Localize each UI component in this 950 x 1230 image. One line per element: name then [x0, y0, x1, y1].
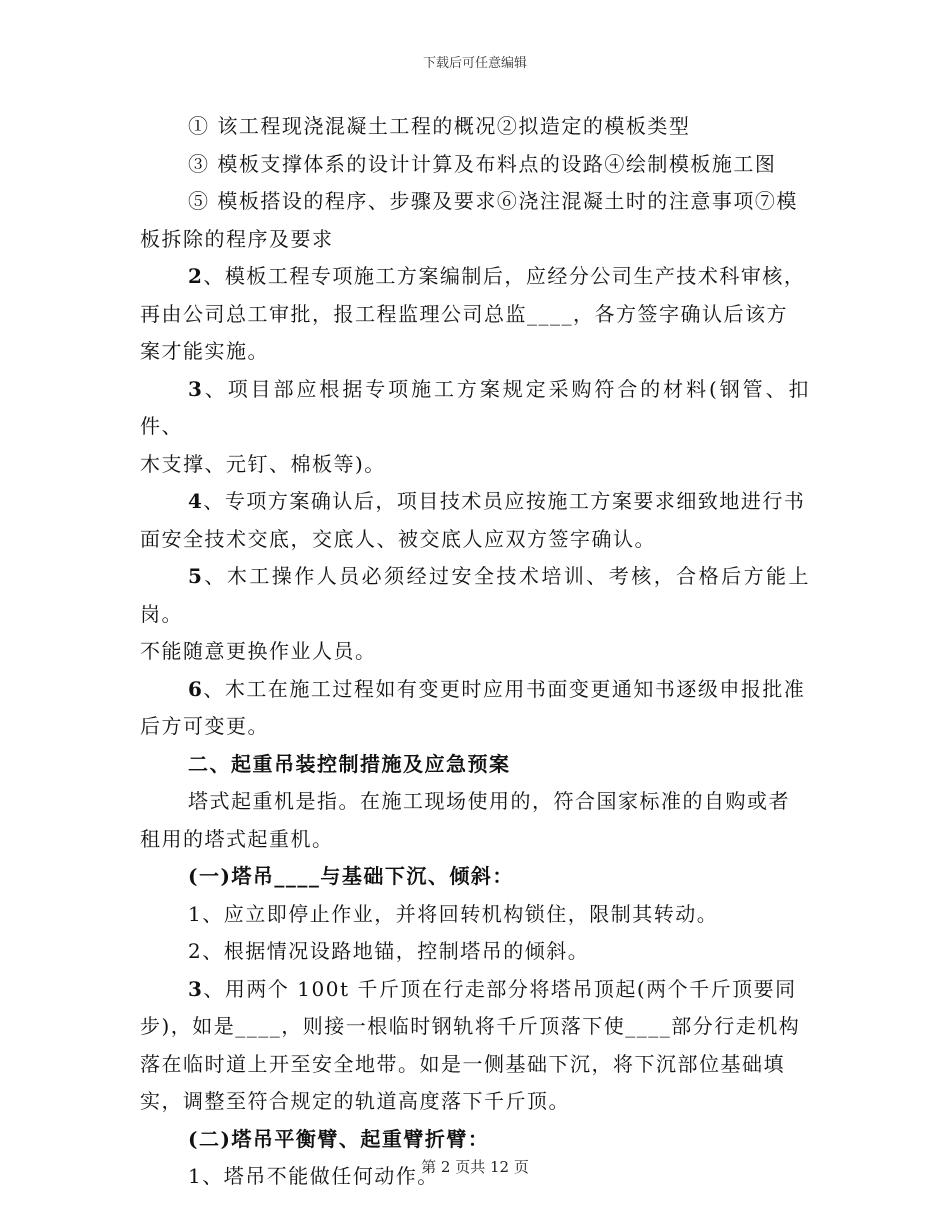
paragraph-line	[140, 183, 810, 221]
line-text: 、用两个 100t 千斤顶在行走部分将塔吊顶起(两个千斤顶要同	[203, 976, 797, 1001]
line-text: 、模板工程专项施工方案编制后，应经分公司生产技术科审核，	[203, 264, 806, 288]
paragraph-line	[140, 783, 810, 821]
section-heading	[140, 858, 810, 896]
section-heading	[140, 1121, 810, 1159]
paragraph-line	[140, 896, 810, 934]
line-text: 案才能实施。	[140, 339, 269, 363]
paragraph-line	[140, 633, 810, 671]
paragraph-line	[140, 521, 810, 559]
line-text: 板拆除的程序及要求	[140, 226, 334, 251]
page-header: 下载后可任意编辑	[422, 56, 527, 71]
item-number: 5	[188, 564, 204, 588]
item-number: 6	[188, 676, 204, 701]
line-text: 不能随意更换作业人员。	[140, 639, 377, 663]
paragraph-line	[140, 483, 810, 521]
paragraph-line	[140, 1083, 810, 1121]
line-text: 、木工操作人员必须经过安全技术培训、考核，合格后方能上岗。	[140, 564, 810, 626]
section-heading	[140, 746, 810, 784]
item-number: 3	[188, 376, 204, 401]
line-text: 落在临时道上开至安全地带。如是一侧基础下沉，将下沉部位基础填	[140, 1051, 785, 1076]
paragraph-line	[140, 671, 810, 709]
line-text: 塔式起重机是指。在施工现场使用的，符合国家标准的自购或者	[188, 789, 790, 813]
line-text: ⑤ 模板搭设的程序、步骤及要求⑥浇注混凝土时的注意事项⑦模	[188, 189, 798, 213]
paragraph-line	[140, 146, 810, 184]
line-text: 面安全技术交底，交底人、被交底人应双方签字确认。	[140, 526, 656, 551]
line-text: 实，调整至符合规定的轨道高度落下千斤顶。	[140, 1089, 570, 1113]
paragraph-line	[140, 971, 810, 1009]
line-text: (一)塔吊____与基础下沉、倾斜：	[188, 864, 514, 888]
paragraph-line	[140, 296, 810, 334]
line-text: 再由公司总工审批，报工程监理公司总监____，各方签字确认后该方	[140, 301, 788, 326]
document-body	[140, 108, 810, 1196]
paragraph-line	[140, 558, 810, 633]
line-text: 1、应立即停止作业，并将回转机构锁住，限制其转动。	[188, 901, 719, 926]
item-number: 4	[188, 489, 204, 513]
item-number: 3	[188, 976, 204, 1001]
line-text: (二)塔吊平衡臂、起重臂折臂：	[188, 1126, 490, 1151]
paragraph-line	[140, 1008, 810, 1046]
paragraph-line	[140, 446, 810, 484]
line-text: 步)，如是____，则接一根临时钢轨将千斤顶落下使____部分行走机构	[140, 1014, 801, 1038]
line-text: 木支撑、元钉、棉板等)。	[140, 451, 386, 476]
line-text: 2、根据情况设路地锚，控制塔吊的倾斜。	[188, 939, 590, 963]
line-text: 、项目部应根据专项施工方案规定采购符合的材料(钢管、扣件、	[140, 376, 810, 438]
line-text: 1、塔吊不能做任何动作。	[188, 1164, 439, 1188]
line-text: 租用的塔式起重机。	[140, 826, 334, 851]
paragraph-line	[140, 821, 810, 859]
line-text: 、木工在施工过程如有变更时应用书面变更通知书逐级申报批准	[203, 676, 806, 701]
line-text: ① 该工程现浇混凝土工程的概况②拟造定的模板类型	[188, 114, 691, 138]
paragraph-line	[140, 333, 810, 371]
line-text: 、专项方案确认后，项目技术员应按施工方案要求细致地进行书	[203, 489, 806, 513]
paragraph-line	[140, 933, 810, 971]
line-text: ③ 模板支撑体系的设计计算及布料点的设路④绘制模板施工图	[188, 151, 777, 176]
paragraph-line	[140, 221, 810, 259]
paragraph-line	[140, 258, 810, 296]
page-footer: 第 2 页共 12 页	[421, 1158, 529, 1176]
paragraph-line	[140, 108, 810, 146]
item-number: 2	[188, 264, 204, 288]
line-text: 后方可变更。	[140, 714, 269, 738]
paragraph-line	[140, 1046, 810, 1084]
paragraph-line	[140, 371, 810, 446]
paragraph-line	[140, 708, 810, 746]
line-text: 二、起重吊装控制措施及应急预案	[188, 751, 511, 776]
